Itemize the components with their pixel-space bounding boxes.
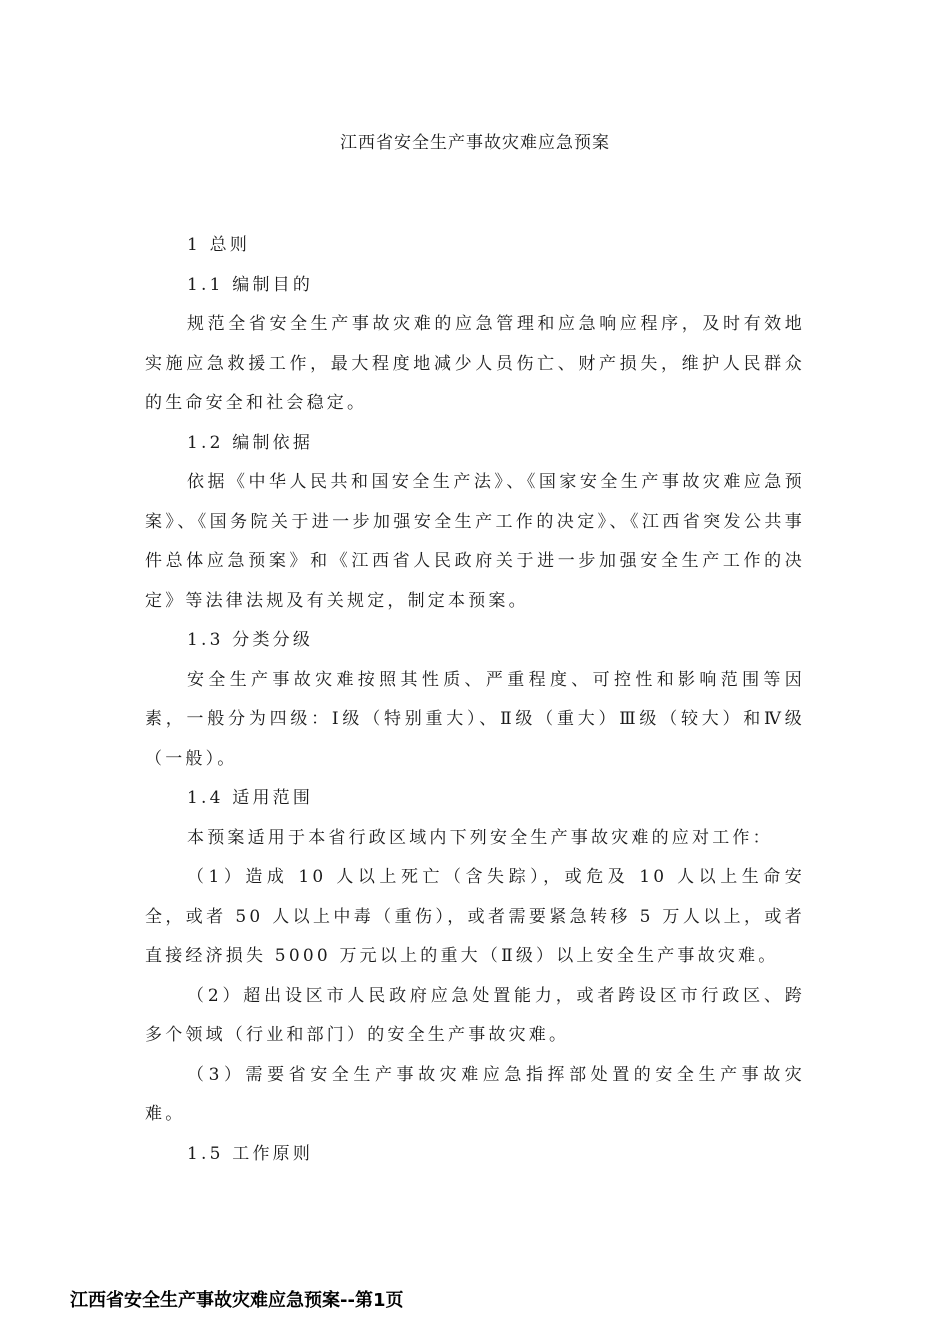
document-body: [145, 226, 805, 1174]
page-footer: 江西省安全生产事故灾难应急预案--第1页: [70, 1290, 404, 1311]
paragraph-scope-intro: 本预案适用于本省行政区域内下列安全生产事故灾难的应对工作：: [187, 827, 773, 848]
paragraph-classification: 安全生产事故灾难按照其性质、严重程度、可控性和影响范围等因素，一般分为四级：Ⅰ级（特别重大）、Ⅱ级（重大）Ⅲ级（较大）和Ⅳ级（一般）。: [145, 669, 805, 769]
section-heading-1-5: 1.5 工作原则: [187, 1143, 314, 1164]
section-heading-1-3: 1.3 分类分级: [187, 630, 314, 650]
section-heading-1-4: 1.4 适用范围: [187, 788, 314, 808]
section-heading-1: 1 总则: [187, 235, 251, 255]
section-heading-1-1: 1.1 编制目的: [187, 274, 314, 295]
paragraph-scope-item-1: （1）造成 10 人以上死亡（含失踪），或危及 10 人以上生命安全，或者 50 人以上中毒（重伤），或者需要紧急转移 5 万人以上，或者直接经济损失 5000 万元以上的重大（Ⅱ级）以上安全生产事故灾难。: [145, 867, 805, 966]
paragraph-purpose: 规范全省安全生产事故灾难的应急管理和应急响应程序，及时有效地实施应急救援工作，最大程度地减少人员伤亡、财产损失，维护人民群众的生命安全和社会稳定。: [145, 314, 805, 413]
document-title: 江西省安全生产事故灾难应急预案: [340, 133, 610, 153]
section-heading-1-2: 1.2 编制依据: [187, 432, 314, 453]
paragraph-basis: 依据《中华人民共和国安全生产法》、《国家安全生产事故灾难应急预案》、《国务院关于进一步加强安全生产工作的决定》、《江西省突发公共事件总体应急预案》和《江西省人民政府关于进一步加强安全生产工作的决定》等法律法规及有关规定，制定本预案。: [145, 472, 805, 611]
paragraph-scope-item-2: （2）超出设区市人民政府应急处置能力，或者跨设区市行政区、跨多个领域（行业和部门）的安全生产事故灾难。: [145, 985, 805, 1045]
paragraph-scope-item-3: （3）需要省安全生产事故灾难应急指挥部处置的安全生产事故灾难。: [145, 1064, 805, 1124]
